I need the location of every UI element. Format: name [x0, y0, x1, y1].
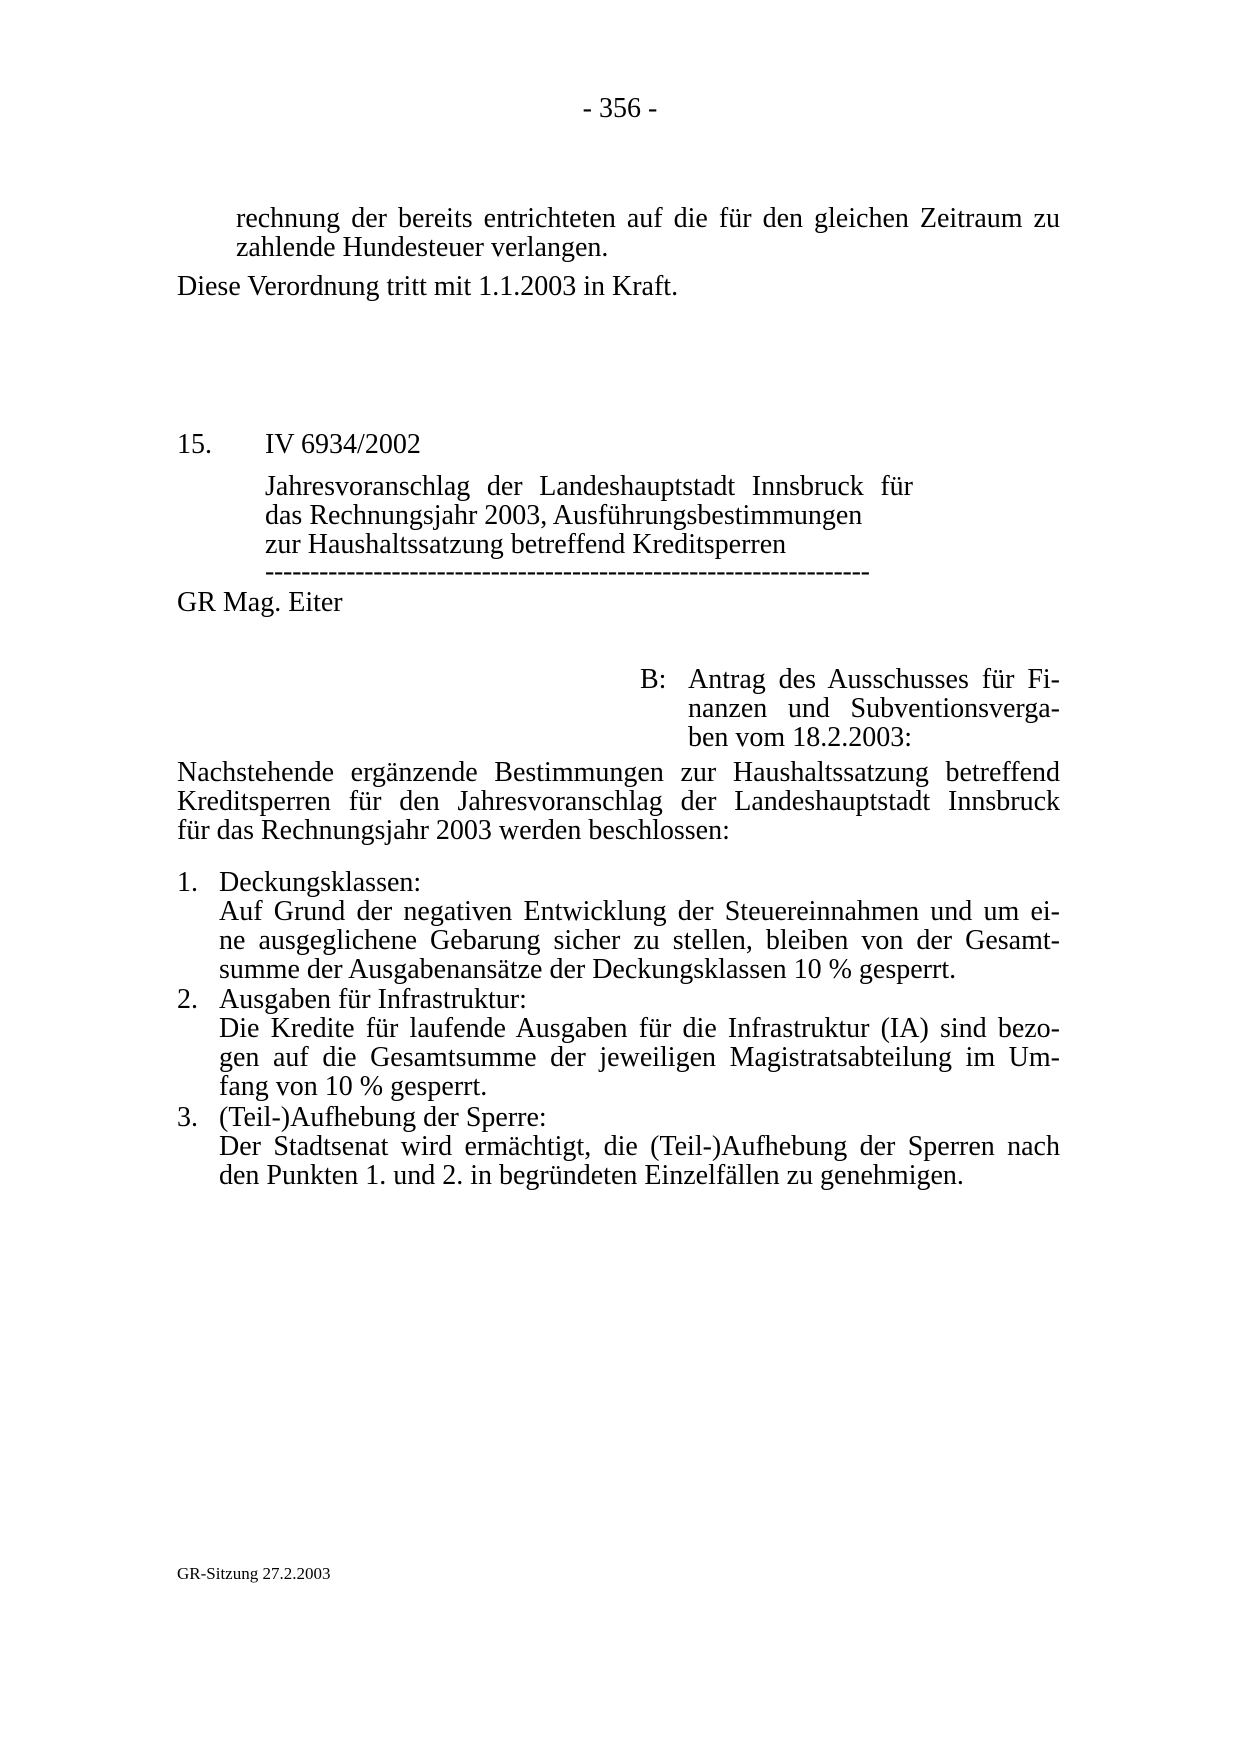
provision-line: Die Kredite für laufende Ausgaben für die Infrastruktur (IA) sind bezo-	[219, 1013, 1060, 1044]
item-reference: IV 6934/2002	[265, 429, 421, 460]
continuation-paragraph	[236, 204, 1060, 262]
provision-number: 1.	[177, 867, 198, 898]
item-number: 15.	[177, 429, 212, 460]
provision-line: summe der Ausgabenansätze der Deckungsklassen 10 % gesperrt.	[219, 954, 957, 985]
provision-heading: (Teil-)Aufhebung der Sperre:	[219, 1102, 547, 1133]
provision-number: 2.	[177, 984, 198, 1015]
motion-line: ben vom 18.2.2003:	[688, 722, 912, 753]
intro-line: für das Rechnungsjahr 2003 werden beschlossen:	[177, 815, 730, 846]
footer: GR-Sitzung 27.2.2003	[177, 1564, 331, 1583]
provision-number: 3.	[177, 1102, 198, 1133]
item-title-line: Jahresvoranschlag der Landeshauptstadt Innsbruck für	[265, 471, 913, 502]
item-title	[265, 472, 913, 559]
continuation-line: rechnung der bereits entrichteten auf die für den gleichen Zeitraum zu	[236, 203, 1060, 234]
continuation-line: zahlende Hundesteuer verlangen.	[236, 232, 609, 263]
speaker: GR Mag. Eiter	[177, 587, 343, 618]
item-separator: -------------------------------------------------------------------	[265, 557, 870, 586]
provision-line: gen auf die Gesamtsumme der jeweiligen Magistratsabteilung im Um-	[219, 1042, 1060, 1073]
page-number: - 356 -	[582, 93, 658, 124]
provision-line: Auf Grund der negativen Entwicklung der Steuereinnahmen und um ei-	[219, 896, 1060, 927]
motion-line: nanzen und Subventionsverga-	[688, 693, 1060, 724]
provision-3	[219, 1103, 1060, 1190]
provision-heading: Deckungsklassen:	[219, 867, 422, 898]
provision-line: fang von 10 % gesperrt.	[219, 1071, 488, 1102]
provision-2	[219, 985, 1060, 1101]
motion-label: B:	[640, 664, 667, 695]
provision-line: ne ausgeglichene Gebarung sicher zu stellen, bleiben von der Gesamt-	[219, 925, 1060, 956]
intro-line: Kreditsperren für den Jahresvoranschlag der Landeshauptstadt Innsbruck	[177, 786, 1060, 817]
effective-statement: Diese Verordnung tritt mit 1.1.2003 in Kraft.	[177, 271, 679, 302]
provision-1	[219, 868, 1060, 984]
intro-line: Nachstehende ergänzende Bestimmungen zur Haushaltssatzung betreffend	[177, 757, 1060, 788]
item-title-line: das Rechnungsjahr 2003, Ausführungsbestimmungen	[265, 500, 863, 531]
intro-paragraph	[177, 758, 1060, 845]
provision-heading: Ausgaben für Infrastruktur:	[219, 984, 527, 1015]
provision-line: Der Stadtsenat wird ermächtigt, die (Teil-)Aufhebung der Sperren nach	[219, 1131, 1060, 1162]
motion-line: Antrag des Ausschusses für Fi-	[688, 664, 1060, 695]
provision-line: den Punkten 1. und 2. in begründeten Einzelfällen zu genehmigen.	[219, 1160, 964, 1191]
item-title-line: zur Haushaltssatzung betreffend Kreditsperren	[265, 529, 787, 560]
motion-text	[688, 665, 1060, 752]
